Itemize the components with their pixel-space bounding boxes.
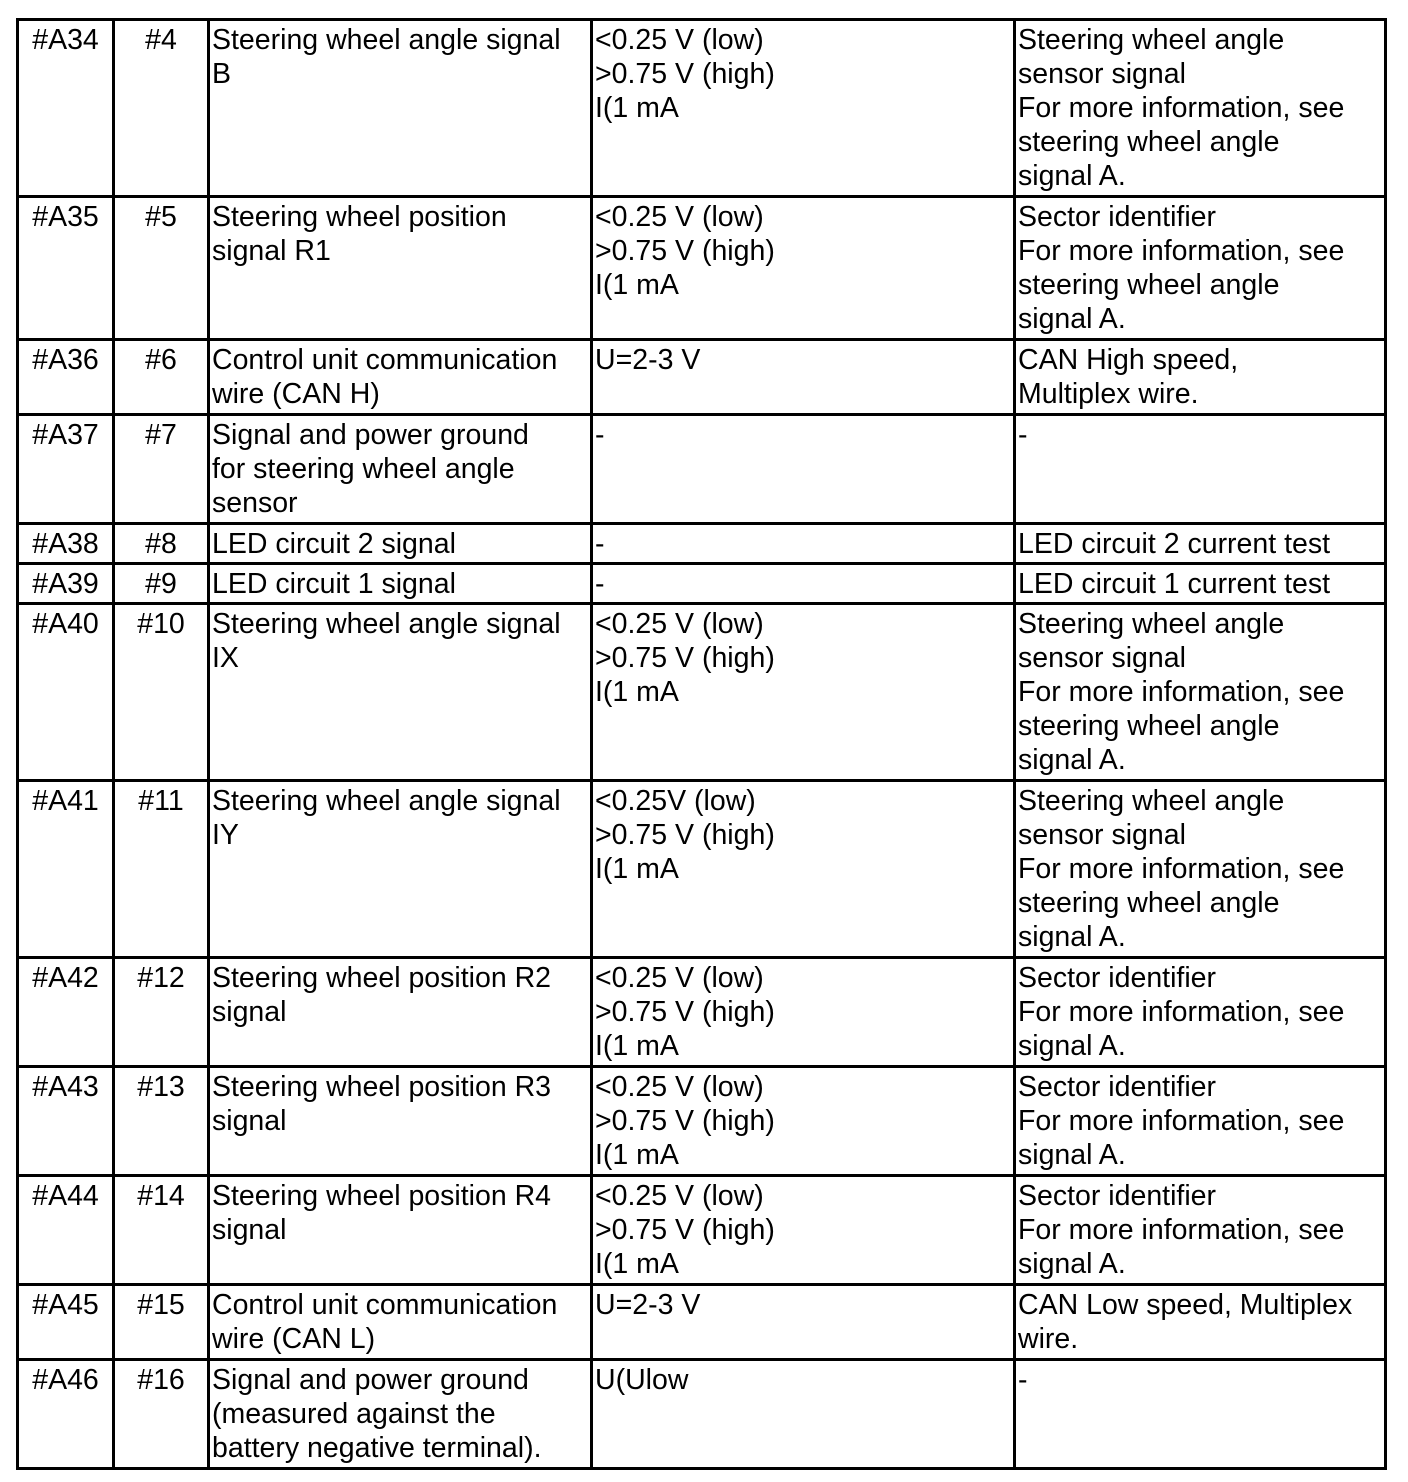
signal-name-cell: LED circuit 1 signal	[209, 564, 592, 604]
pin-number-cell: #8	[114, 524, 209, 564]
value-cell: <0.25 V (low) >0.75 V (high) I(1 mA	[592, 958, 1015, 1067]
table-row	[18, 1067, 1386, 1176]
pin-number-cell: #15	[114, 1285, 209, 1360]
terminal-id-cell: #A39	[18, 564, 114, 604]
table-row	[18, 20, 1386, 197]
value-cell: <0.25 V (low) >0.75 V (high) I(1 mA	[592, 604, 1015, 781]
signal-name-cell: Control unit communication wire (CAN L)	[209, 1285, 592, 1360]
terminal-id-cell: #A46	[18, 1360, 114, 1469]
table-row	[18, 564, 1386, 604]
signal-name-cell: Steering wheel position R2 signal	[209, 958, 592, 1067]
pin-number-cell: #9	[114, 564, 209, 604]
table-row	[18, 958, 1386, 1067]
pin-number-cell: #6	[114, 340, 209, 415]
pin-number-cell: #10	[114, 604, 209, 781]
comment-cell: Sector identifier For more information, see signal A.	[1015, 1067, 1386, 1176]
terminal-id-cell: #A35	[18, 197, 114, 340]
table-row	[18, 340, 1386, 415]
pin-number-cell: #14	[114, 1176, 209, 1285]
comment-cell: -	[1015, 415, 1386, 524]
table-row	[18, 1360, 1386, 1469]
signal-name-cell: Steering wheel position R3 signal	[209, 1067, 592, 1176]
value-cell: <0.25V (low) >0.75 V (high) I(1 mA	[592, 781, 1015, 958]
terminal-id-cell: #A40	[18, 604, 114, 781]
table-row	[18, 524, 1386, 564]
table-row	[18, 197, 1386, 340]
pin-number-cell: #13	[114, 1067, 209, 1176]
value-cell: <0.25 V (low) >0.75 V (high) I(1 mA	[592, 1176, 1015, 1285]
terminal-id-cell: #A45	[18, 1285, 114, 1360]
table-row	[18, 781, 1386, 958]
signal-name-cell: Signal and power ground for steering wheel angle sensor	[209, 415, 592, 524]
terminal-id-cell: #A42	[18, 958, 114, 1067]
signal-name-cell: Steering wheel angle signal IX	[209, 604, 592, 781]
comment-cell: LED circuit 1 current test	[1015, 564, 1386, 604]
value-cell: U=2-3 V	[592, 340, 1015, 415]
comment-cell: Sector identifier For more information, see signal A.	[1015, 1176, 1386, 1285]
value-cell: <0.25 V (low) >0.75 V (high) I(1 mA	[592, 197, 1015, 340]
comment-cell: Steering wheel angle sensor signal For more information, see steering wheel angle signal A.	[1015, 604, 1386, 781]
table-row	[18, 604, 1386, 781]
comment-cell: -	[1015, 1360, 1386, 1469]
table-row	[18, 1176, 1386, 1285]
signal-name-cell: Steering wheel position R4 signal	[209, 1176, 592, 1285]
pin-number-cell: #11	[114, 781, 209, 958]
value-cell: U(Ulow	[592, 1360, 1015, 1469]
value-cell: <0.25 V (low) >0.75 V (high) I(1 mA	[592, 20, 1015, 197]
signal-name-cell: LED circuit 2 signal	[209, 524, 592, 564]
pin-number-cell: #4	[114, 20, 209, 197]
value-cell: -	[592, 564, 1015, 604]
value-cell: -	[592, 524, 1015, 564]
signal-name-cell: Control unit communication wire (CAN H)	[209, 340, 592, 415]
terminal-id-cell: #A43	[18, 1067, 114, 1176]
value-cell: -	[592, 415, 1015, 524]
terminal-id-cell: #A38	[18, 524, 114, 564]
pin-number-cell: #12	[114, 958, 209, 1067]
terminal-id-cell: #A34	[18, 20, 114, 197]
comment-cell: Steering wheel angle sensor signal For more information, see steering wheel angle signal A.	[1015, 781, 1386, 958]
terminal-id-cell: #A37	[18, 415, 114, 524]
value-cell: U=2-3 V	[592, 1285, 1015, 1360]
terminal-id-cell: #A36	[18, 340, 114, 415]
comment-cell: CAN Low speed, Multiplex wire.	[1015, 1285, 1386, 1360]
signal-name-cell: Steering wheel angle signal B	[209, 20, 592, 197]
table-row	[18, 415, 1386, 524]
pin-number-cell: #16	[114, 1360, 209, 1469]
comment-cell: LED circuit 2 current test	[1015, 524, 1386, 564]
signal-name-cell: Signal and power ground (measured against the battery negative terminal).	[209, 1360, 592, 1469]
comment-cell: Sector identifier For more information, see steering wheel angle signal A.	[1015, 197, 1386, 340]
signal-name-cell: Steering wheel angle signal IY	[209, 781, 592, 958]
comment-cell: CAN High speed, Multiplex wire.	[1015, 340, 1386, 415]
table-row	[18, 1285, 1386, 1360]
pin-number-cell: #5	[114, 197, 209, 340]
pin-number-cell: #7	[114, 415, 209, 524]
comment-cell: Steering wheel angle sensor signal For more information, see steering wheel angle signal A.	[1015, 20, 1386, 197]
signal-name-cell: Steering wheel position signal R1	[209, 197, 592, 340]
comment-cell: Sector identifier For more information, see signal A.	[1015, 958, 1386, 1067]
pin-table	[16, 18, 1387, 1470]
terminal-id-cell: #A41	[18, 781, 114, 958]
value-cell: <0.25 V (low) >0.75 V (high) I(1 mA	[592, 1067, 1015, 1176]
terminal-id-cell: #A44	[18, 1176, 114, 1285]
